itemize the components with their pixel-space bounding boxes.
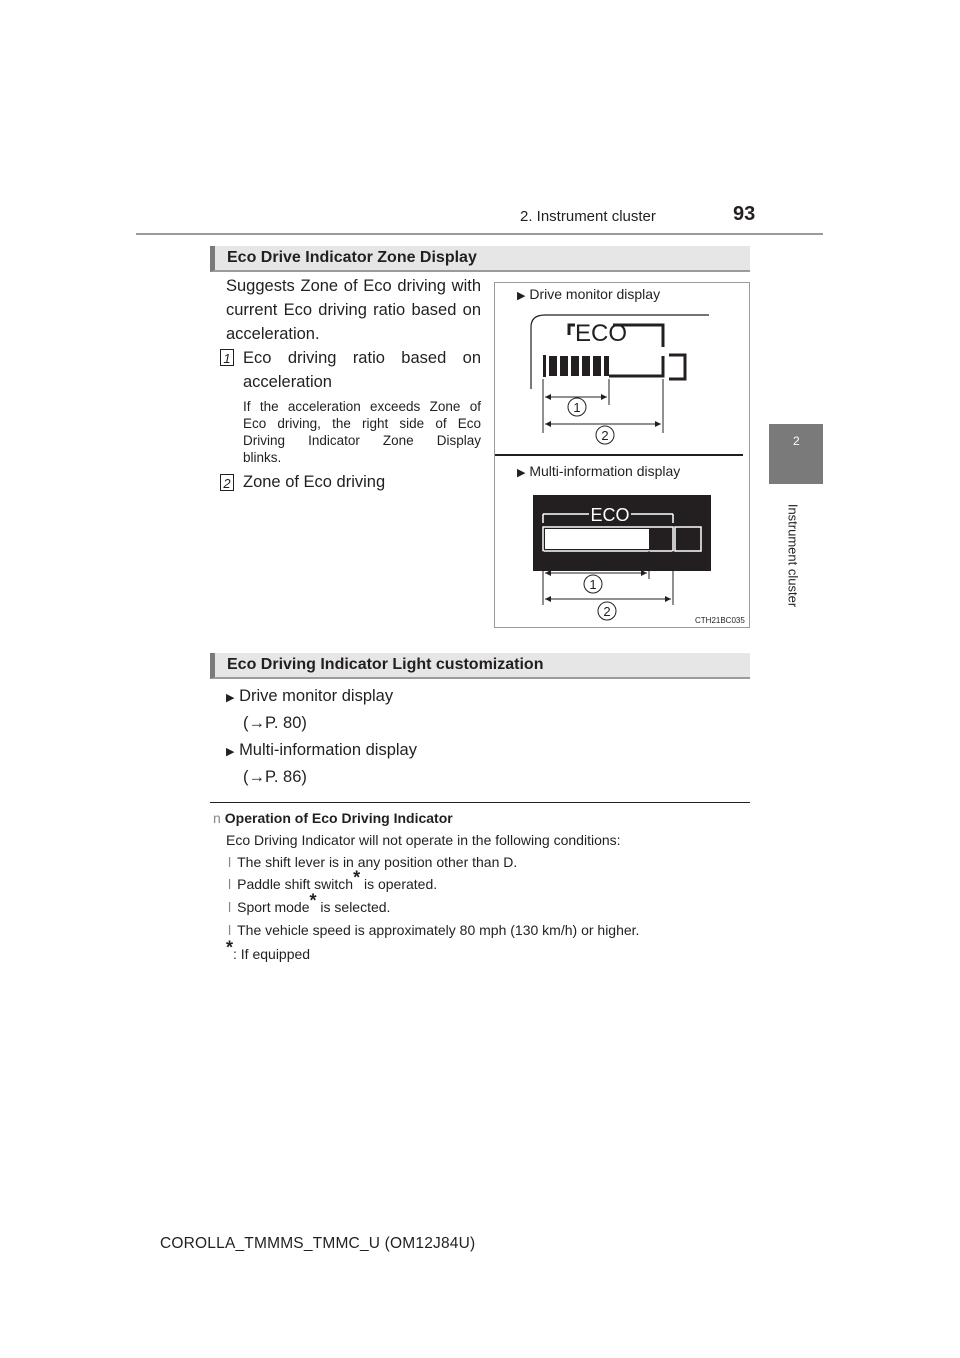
notes-bullet: [228, 854, 517, 870]
chapter-tab-title: Instrument cluster: [785, 503, 801, 608]
bullet-text: The shift lever is in any position other than D.: [237, 854, 518, 870]
caption-text: Multi-information display: [529, 463, 681, 479]
chapter-tab: [769, 424, 823, 484]
intro-line: Suggests Zone of Eco driving with: [226, 277, 481, 295]
bullet-marker: l: [228, 922, 232, 938]
callout-number-1: 1: [220, 349, 234, 366]
notes-bullet: [228, 890, 391, 915]
footnote-text: : If equipped: [233, 946, 311, 962]
section-heading-zone-display: [210, 246, 750, 272]
notes-marker: n: [213, 810, 221, 826]
caption-text: Drive monitor display: [529, 286, 661, 302]
zone-end-bracket: [669, 355, 685, 379]
callout-number-2: 2: [220, 474, 234, 491]
bullet-marker: l: [228, 876, 232, 892]
bar-edge: [543, 355, 546, 377]
bar-segment: [549, 356, 557, 376]
bar-segment: [571, 356, 579, 376]
bullet-marker: l: [228, 854, 232, 870]
notes-title: [213, 810, 453, 826]
bullet-text: is selected.: [316, 899, 391, 915]
footnote-star: *: [353, 867, 361, 888]
page-reference-link[interactable]: (→P. 86): [243, 768, 307, 786]
triangle-bullet-icon: ▶: [226, 692, 235, 704]
notes-divider: [210, 802, 750, 803]
figure-caption-multi-info: [517, 463, 680, 479]
bullet-text: Paddle shift switch: [237, 876, 354, 892]
footer-model-code: COROLLA_TMMMS_TMMC_U (OM12J84U): [160, 1235, 476, 1252]
page-number: 93: [733, 203, 756, 225]
customization-label: Multi-information display: [239, 741, 417, 759]
intro-line: acceleration.: [226, 325, 320, 343]
notes-intro: Eco Driving Indicator will not operate in the following conditions:: [226, 832, 621, 848]
eco-indicator-diagram: [495, 283, 749, 627]
bullet-text: The vehicle speed is approximately 80 mph (130 km/h) or higher.: [237, 922, 640, 938]
callout-label-1: 1: [573, 400, 581, 415]
footnote: [226, 937, 311, 962]
mid-filled-bar: [545, 529, 649, 549]
item1-line: acceleration: [243, 373, 332, 391]
item2-text: Zone of Eco driving: [243, 473, 386, 491]
item1-text: [243, 346, 481, 394]
triangle-bullet-icon: ▶: [226, 746, 235, 758]
bar-segment: [593, 356, 601, 376]
zone-outline: [609, 356, 663, 376]
customization-label: Drive monitor display: [239, 687, 394, 705]
item1-line: Eco driving ratio based on: [243, 349, 481, 367]
bullet-marker: l: [228, 899, 232, 915]
triangle-bullet-icon: ▶: [517, 290, 526, 302]
bullet-text: is operated.: [360, 876, 438, 892]
intro-line: current Eco driving ratio based on: [226, 301, 481, 319]
eco-label-bottom: ECO: [590, 505, 630, 525]
header-divider: [136, 233, 823, 235]
intro-paragraph: [226, 274, 481, 346]
footnote-star: *: [309, 890, 317, 911]
customization-item-2: [226, 738, 417, 764]
eco-indicator-figure: [494, 282, 750, 628]
bullet-text: Sport mode: [237, 899, 310, 915]
figure-code: CTH21BC035: [695, 616, 745, 625]
callout-label-2b: 2: [603, 604, 611, 619]
bar-segment: [560, 356, 568, 376]
item1-note: [243, 398, 481, 466]
section-heading-customization: [210, 653, 750, 679]
note-line: Eco driving, the right side of Eco: [243, 416, 481, 431]
section-heading-text: Eco Drive Indicator Zone Display: [227, 249, 477, 266]
customization-item-1: [226, 684, 393, 710]
eco-label-top: ECO: [575, 320, 628, 347]
triangle-bullet-icon: ▶: [517, 467, 526, 479]
chapter-tab-number: 2: [793, 434, 800, 448]
bar-segment: [604, 356, 609, 376]
note-line: If the acceleration exceeds Zone of: [243, 399, 481, 414]
section-heading-text: Eco Driving Indicator Light customization: [227, 656, 544, 673]
page-reference-link[interactable]: (→P. 80): [243, 714, 307, 732]
footnote-star: *: [226, 937, 234, 958]
note-line: Driving Indicator Zone Display: [243, 433, 481, 448]
callout-label-1b: 1: [589, 577, 597, 592]
running-header-section: 2. Instrument cluster: [520, 208, 656, 225]
note-line: blinks.: [243, 450, 282, 465]
notes-title-text: Operation of Eco Driving Indicator: [224, 810, 453, 826]
bar-segment: [582, 356, 590, 376]
notes-bullet: [228, 867, 438, 892]
notes-bullet: [228, 922, 639, 938]
callout-label-2: 2: [601, 428, 609, 443]
